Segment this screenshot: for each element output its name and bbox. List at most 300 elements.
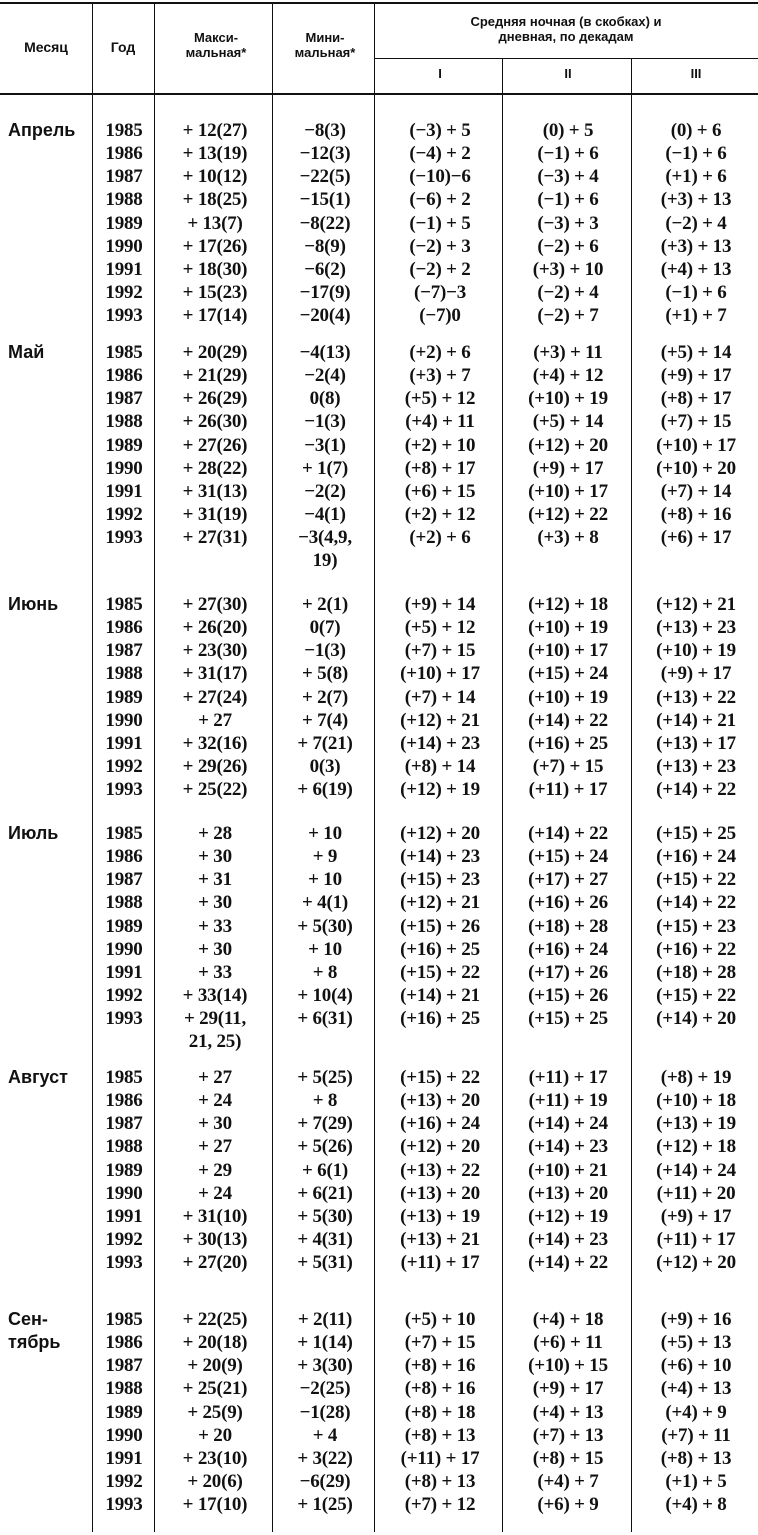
decade-1-cell: (+8) + 16 [404,1355,476,1376]
decade-1-cell: (+10) + 17 [400,663,480,684]
decade-2-cell: (+6) + 11 [533,1332,603,1353]
decade-1-cell: (+8) + 16 [404,1378,476,1399]
decade-3-cell: (+9) + 17 [660,663,732,684]
month-label: Август [8,1067,68,1087]
max-cell: + 27(31) [182,527,248,548]
decade-3-cell: (+16) + 22 [656,939,736,960]
year-cell: 1988 [105,1136,143,1157]
year-cell: 1987 [105,1355,143,1376]
min-cell: −6(29) [299,1471,351,1492]
year-cell: 1988 [105,663,143,684]
month-label: Апрель [8,120,76,140]
max-cell: + 31 [198,869,232,890]
decade-1-cell: (+13) + 21 [400,1229,480,1250]
year-cell: 1992 [105,1471,143,1492]
decade-3-cell: (+7) + 11 [661,1425,731,1446]
header-decade-2: II [564,66,572,81]
decade-3-cell: (+12) + 21 [656,594,736,615]
decade-2-cell: (+10) + 17 [528,640,608,661]
year-cell: 1992 [105,282,143,303]
decade-3-cell: (+3) + 13 [660,189,732,210]
header-max: Макси-мальная* [185,30,247,60]
decade-2-cell: (+17) + 26 [528,962,608,983]
min-cell: 19) [312,550,338,571]
decade-1-cell: (+13) + 20 [400,1090,480,1111]
decade-3-cell: (+14) + 22 [656,779,736,800]
decade-2-cell: (+12) + 22 [528,504,608,525]
decade-1-cell: (−1) + 5 [409,213,471,234]
min-cell: + 5(30) [297,916,353,937]
decade-3-cell: (+9) + 16 [660,1309,732,1330]
decade-2-cell: (−2) + 4 [537,282,599,303]
decade-2-cell: (+10) + 21 [528,1160,608,1181]
decade-1-cell: (+13) + 19 [400,1206,480,1227]
decade-2-cell: (+12) + 20 [528,435,608,456]
decade-3-cell: (+3) + 13 [660,236,732,257]
decade-2-cell: (+11) + 17 [528,779,608,800]
decade-2-cell: (+9) + 17 [532,458,604,479]
max-cell: + 28 [198,823,232,844]
decade-3-cell: (+7) + 14 [660,481,732,502]
min-cell: −17(9) [299,282,351,303]
year-cell: 1985 [105,823,143,844]
year-cell: 1987 [105,640,143,661]
min-cell: + 5(30) [297,1206,353,1227]
decade-2-cell: (+14) + 22 [528,710,608,731]
decade-2-cell: (+14) + 22 [528,1252,608,1273]
year-cell: 1989 [105,213,143,234]
year-cell: 1989 [105,1160,143,1181]
decade-3-cell: (+5) + 13 [660,1332,732,1353]
decade-1-cell: (+6) + 15 [404,481,476,502]
decade-3-cell: (+1) + 5 [665,1471,727,1492]
min-cell: −2(25) [299,1378,351,1399]
decade-2-cell: (+4) + 7 [537,1471,599,1492]
year-cell: 1985 [105,1067,143,1088]
decade-3-cell: (+14) + 21 [656,710,736,731]
header-month: Месяц [24,39,68,55]
min-cell: −2(2) [304,481,346,502]
decade-1-cell: (+3) + 7 [409,365,471,386]
year-cell: 1993 [105,1494,143,1515]
decade-3-cell: (+15) + 22 [656,985,736,1006]
decade-3-cell: (+4) + 9 [665,1402,727,1423]
min-cell: + 2(7) [301,687,349,708]
year-cell: 1991 [105,733,143,754]
decade-3-cell: (+10) + 18 [656,1090,736,1111]
year-cell: 1989 [105,916,143,937]
decade-1-cell: (−7)−3 [413,282,467,303]
decade-3-cell: (+8) + 19 [660,1067,732,1088]
min-cell: + 3(30) [297,1355,353,1376]
decade-2-cell: (+3) + 11 [533,342,603,363]
min-cell: −12(3) [299,143,351,164]
decade-3-cell: (+8) + 13 [660,1448,732,1469]
decade-2-cell: (+15) + 25 [528,1008,608,1029]
decade-1-cell: (+15) + 23 [400,869,480,890]
decade-2-cell: (−1) + 6 [537,189,599,210]
max-cell: + 17(14) [182,305,248,326]
decade-2-cell: (+7) + 13 [532,1425,604,1446]
max-cell: + 24 [198,1183,232,1204]
min-cell: + 6(19) [297,779,353,800]
year-cell: 1989 [105,435,143,456]
year-cell: 1990 [105,939,143,960]
decade-2-cell: (+12) + 18 [528,594,608,615]
min-cell: + 1(7) [301,458,349,479]
min-cell: + 6(21) [297,1183,353,1204]
year-cell: 1987 [105,1113,143,1134]
decade-1-cell: (+4) + 11 [405,411,475,432]
year-cell: 1986 [105,846,143,867]
max-cell: + 18(30) [182,259,248,280]
month-label: тябрь [8,1332,61,1352]
max-cell: + 27(20) [182,1252,248,1273]
max-cell: + 26(20) [182,617,248,638]
min-cell: −20(4) [299,305,351,326]
decade-2-cell: (+8) + 15 [532,1448,604,1469]
year-cell: 1992 [105,756,143,777]
year-cell: 1987 [105,388,143,409]
min-cell: + 9 [312,846,338,867]
decade-2-cell: (−3) + 3 [537,213,599,234]
max-cell: + 30 [198,892,232,913]
min-cell: + 5(26) [297,1136,353,1157]
year-cell: 1993 [105,305,143,326]
max-cell: + 31(17) [182,663,248,684]
year-cell: 1993 [105,779,143,800]
decade-1-cell: (+12) + 21 [400,892,480,913]
year-cell: 1991 [105,259,143,280]
decade-2-cell: (+13) + 20 [528,1183,608,1204]
decade-1-cell: (+12) + 20 [400,823,480,844]
decade-2-cell: (0) + 5 [542,120,594,141]
min-cell: + 6(31) [297,1008,353,1029]
max-cell: + 29(11, [183,1008,246,1029]
min-cell: + 7(29) [297,1113,353,1134]
year-cell: 1985 [105,1309,143,1330]
max-cell: + 20(29) [182,342,248,363]
column-rule [272,4,273,1532]
max-cell: + 25(9) [187,1402,243,1423]
decade-2-cell: (+15) + 24 [528,846,608,867]
year-cell: 1991 [105,1448,143,1469]
decade-1-cell: (+8) + 14 [404,756,476,777]
decade-3-cell: (+9) + 17 [660,1206,732,1227]
min-cell: + 8 [312,1090,338,1111]
decade-3-cell: (+4) + 13 [660,1378,732,1399]
max-cell: + 33 [198,962,232,983]
decade-1-cell: (+2) + 12 [404,504,476,525]
min-cell: 0(7) [309,617,341,638]
decade-1-cell: (−2) + 3 [409,236,471,257]
min-cell: + 6(1) [301,1160,349,1181]
decade-3-cell: (+6) + 10 [660,1355,732,1376]
decade-1-cell: (−4) + 2 [409,143,471,164]
decade-1-cell: (+5) + 12 [404,617,476,638]
column-rule [631,59,632,1532]
decade-1-cell: (+7) + 15 [404,1332,476,1353]
min-cell: −6(2) [304,259,346,280]
max-cell: + 18(25) [182,189,248,210]
month-label: Июнь [8,594,59,614]
decade-1-cell: (+11) + 17 [400,1252,480,1273]
decade-1-cell: (+13) + 22 [400,1160,480,1181]
min-cell: + 2(1) [301,594,349,615]
max-cell: + 21(29) [182,365,248,386]
year-cell: 1986 [105,1090,143,1111]
year-cell: 1988 [105,189,143,210]
decade-1-cell: (+14) + 23 [400,846,480,867]
decade-3-cell: (+9) + 17 [660,365,732,386]
year-cell: 1993 [105,527,143,548]
max-cell: + 33 [198,916,232,937]
max-cell: + 27 [198,1067,232,1088]
max-cell: + 26(29) [182,388,248,409]
decade-1-cell: (+11) + 17 [400,1448,480,1469]
decade-3-cell: (+13) + 17 [656,733,736,754]
min-cell: + 7(4) [301,710,349,731]
decade-3-cell: (+4) + 8 [665,1494,727,1515]
year-cell: 1991 [105,481,143,502]
decade-3-cell: (+12) + 18 [656,1136,736,1157]
year-cell: 1987 [105,869,143,890]
max-cell: + 22(25) [182,1309,248,1330]
year-cell: 1993 [105,1008,143,1029]
max-cell: + 20 [198,1425,232,1446]
year-cell: 1990 [105,1183,143,1204]
max-cell: + 17(26) [182,236,248,257]
decade-3-cell: (+13) + 19 [656,1113,736,1134]
year-cell: 1989 [105,687,143,708]
max-cell: + 27(24) [182,687,248,708]
max-cell: + 26(30) [182,411,248,432]
max-cell: + 27(30) [182,594,248,615]
decade-2-cell: (+14) + 23 [528,1136,608,1157]
min-cell: + 5(31) [297,1252,353,1273]
min-cell: + 4 [312,1425,338,1446]
year-cell: 1991 [105,962,143,983]
decade-2-cell: (+6) + 9 [537,1494,599,1515]
max-cell: + 30 [198,939,232,960]
year-cell: 1990 [105,710,143,731]
decade-1-cell: (+16) + 25 [400,939,480,960]
month-label: Сен- [8,1309,48,1329]
decade-3-cell: (+11) + 20 [656,1183,736,1204]
decade-rule [374,58,758,59]
decade-1-cell: (+12) + 21 [400,710,480,731]
decade-1-cell: (+15) + 26 [400,916,480,937]
min-cell: −22(5) [299,166,351,187]
decade-3-cell: (+7) + 15 [660,411,732,432]
year-cell: 1988 [105,892,143,913]
max-cell: + 32(16) [182,733,248,754]
min-cell: + 2(11) [297,1309,353,1330]
decade-2-cell: (+10) + 15 [528,1355,608,1376]
decade-2-cell: (+9) + 17 [532,1378,604,1399]
min-cell: −4(1) [304,504,346,525]
column-rule [374,4,375,1532]
header-min: Мини-мальная* [294,30,356,60]
decade-3-cell: (+18) + 28 [656,962,736,983]
decade-3-cell: (−2) + 4 [665,213,727,234]
decade-1-cell: (+12) + 20 [400,1136,480,1157]
decade-3-cell: (+4) + 13 [660,259,732,280]
decade-2-cell: (+5) + 14 [532,411,604,432]
min-cell: −8(22) [299,213,351,234]
top-rule [0,2,758,4]
min-cell: + 5(8) [301,663,349,684]
year-cell: 1990 [105,458,143,479]
decade-2-cell: (+16) + 25 [528,733,608,754]
min-cell: + 4(31) [297,1229,353,1250]
year-cell: 1985 [105,594,143,615]
max-cell: + 28(22) [182,458,248,479]
column-rule [502,59,503,1532]
year-cell: 1988 [105,411,143,432]
header-decade-1: I [438,66,442,81]
min-cell: −1(3) [304,411,346,432]
year-cell: 1991 [105,1206,143,1227]
header-bottom-rule [0,93,758,95]
decade-3-cell: (+5) + 14 [660,342,732,363]
max-cell: + 17(10) [182,1494,248,1515]
decade-3-cell: (+12) + 20 [656,1252,736,1273]
decade-2-cell: (+7) + 15 [532,756,604,777]
decade-1-cell: (+2) + 6 [409,342,471,363]
decade-2-cell: (+11) + 17 [528,1067,608,1088]
decade-1-cell: (+16) + 25 [400,1008,480,1029]
max-cell: + 31(13) [182,481,248,502]
max-cell: + 13(19) [182,143,248,164]
min-cell: −4(13) [299,342,351,363]
max-cell: + 31(10) [182,1206,248,1227]
min-cell: + 10 [308,939,342,960]
max-cell: + 27 [198,1136,232,1157]
decade-2-cell: (+15) + 26 [528,985,608,1006]
max-cell: + 12(27) [182,120,248,141]
decade-1-cell: (+12) + 19 [400,779,480,800]
year-cell: 1986 [105,365,143,386]
decade-2-cell: (+14) + 24 [528,1113,608,1134]
max-cell: + 20(9) [187,1355,243,1376]
month-label: Май [8,342,45,362]
decade-1-cell: (+8) + 17 [404,458,476,479]
decade-2-cell: (+10) + 19 [528,617,608,638]
decade-3-cell: (−1) + 6 [665,282,727,303]
decade-2-cell: (+16) + 26 [528,892,608,913]
decade-3-cell: (+14) + 20 [656,1008,736,1029]
decade-3-cell: (+8) + 17 [660,388,732,409]
max-cell: + 20(18) [182,1332,248,1353]
max-cell: + 15(23) [182,282,248,303]
decade-1-cell: (+15) + 22 [400,1067,480,1088]
max-cell: + 25(21) [182,1378,248,1399]
max-cell: + 20(6) [187,1471,243,1492]
min-cell: + 8 [312,962,338,983]
decade-3-cell: (+16) + 24 [656,846,736,867]
max-cell: + 27(26) [182,435,248,456]
max-cell: + 13(7) [187,213,243,234]
decade-1-cell: (+5) + 12 [404,388,476,409]
decade-2-cell: (+11) + 19 [528,1090,608,1111]
decade-1-cell: (+2) + 10 [404,435,476,456]
decade-1-cell: (+7) + 12 [404,1494,476,1515]
min-cell: −8(3) [304,120,346,141]
min-cell: + 1(14) [297,1332,353,1353]
decade-3-cell: (−1) + 6 [665,143,727,164]
decade-2-cell: (+18) + 28 [528,916,608,937]
min-cell: −3(1) [304,435,346,456]
year-cell: 1993 [105,1252,143,1273]
decade-2-cell: (+3) + 8 [537,527,599,548]
year-cell: 1985 [105,120,143,141]
min-cell: −1(28) [299,1402,351,1423]
min-cell: + 10(4) [297,985,353,1006]
year-cell: 1989 [105,1402,143,1423]
year-cell: 1992 [105,985,143,1006]
year-cell: 1990 [105,1425,143,1446]
decade-3-cell: (+1) + 6 [665,166,727,187]
decade-1-cell: (+7) + 14 [404,687,476,708]
decade-3-cell: (+10) + 17 [656,435,736,456]
column-rule [92,4,93,1532]
decade-2-cell: (+4) + 13 [532,1402,604,1423]
min-cell: + 10 [308,869,342,890]
decade-2-cell: (+17) + 27 [528,869,608,890]
decade-3-cell: (+10) + 20 [656,458,736,479]
min-cell: −1(3) [304,640,346,661]
min-cell: −2(4) [304,365,346,386]
decade-1-cell: (−3) + 5 [409,120,471,141]
max-cell: + 27 [198,710,232,731]
max-cell: + 31(19) [182,504,248,525]
decade-1-cell: (+15) + 22 [400,962,480,983]
decade-3-cell: (+13) + 22 [656,687,736,708]
decade-1-cell: (−6) + 2 [409,189,471,210]
year-cell: 1987 [105,166,143,187]
decade-2-cell: (+14) + 22 [528,823,608,844]
year-cell: 1986 [105,1332,143,1353]
decade-1-cell: (+8) + 18 [404,1402,476,1423]
header-decade-3: III [690,66,702,81]
decade-3-cell: (+8) + 16 [660,504,732,525]
min-cell: + 10 [308,823,342,844]
year-cell: 1986 [105,143,143,164]
max-cell: + 23(30) [182,640,248,661]
decade-2-cell: (+3) + 10 [532,259,604,280]
min-cell: −8(9) [304,236,346,257]
min-cell: + 4(1) [301,892,349,913]
decade-1-cell: (+13) + 20 [400,1183,480,1204]
max-cell: + 30 [198,1113,232,1134]
min-cell: + 5(25) [297,1067,353,1088]
decade-2-cell: (+14) + 23 [528,1229,608,1250]
year-cell: 1992 [105,1229,143,1250]
decade-2-cell: (+10) + 19 [528,388,608,409]
max-cell: + 30(13) [182,1229,248,1250]
year-cell: 1985 [105,342,143,363]
month-label: Июль [8,823,59,843]
decade-1-cell: (−7)0 [419,305,461,326]
decade-3-cell: (0) + 6 [670,120,722,141]
decade-1-cell: (+14) + 23 [400,733,480,754]
column-rule [154,4,155,1532]
max-cell: + 23(10) [182,1448,248,1469]
decade-1-cell: (+8) + 13 [404,1425,476,1446]
decade-3-cell: (+13) + 23 [656,756,736,777]
max-cell: + 25(22) [182,779,248,800]
